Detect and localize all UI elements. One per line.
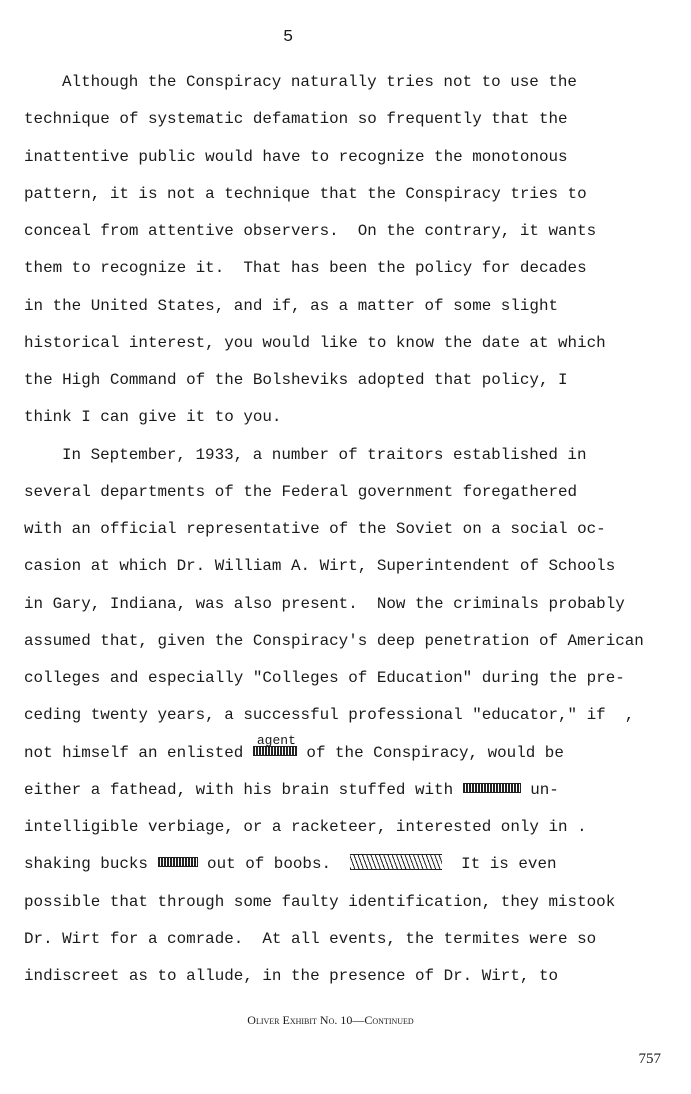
text-segment: un- <box>520 780 559 799</box>
text-line: with an official representative of the Soviet on a social oc- <box>24 520 606 538</box>
text-segment: not himself an enlisted <box>24 743 253 762</box>
text-segment: out of boobs. <box>197 855 351 874</box>
struck-out-word <box>253 732 297 762</box>
printed-page-number: 757 <box>638 1051 661 1067</box>
text-line: ceding twenty years, a successful professional "educator," if , <box>24 706 635 725</box>
text-line: in Gary, Indiana, was also present. Now the criminals probably <box>24 594 625 613</box>
text-segment: It is even <box>442 855 557 874</box>
text-line: think I can give it to you. <box>24 408 282 427</box>
text-line: several departments of the Federal government foregathered <box>24 482 578 501</box>
text-line: casion at which Dr. William A. Wirt, Superintendent of Schools <box>24 557 616 576</box>
text-segment: either a fathead, with his brain stuffed with <box>24 780 463 799</box>
text-line: Although the Conspiracy naturally tries not to use the <box>62 73 577 91</box>
text-line: assumed that, given the Conspiracy's deep penetration of American <box>24 631 644 650</box>
strikeout-mark <box>463 783 521 793</box>
typed-page-number: 5 <box>283 28 294 47</box>
struck-out-word <box>463 781 521 799</box>
exhibit-caption-text: Oliver Exhibit No. 10—Continued <box>247 1013 414 1027</box>
text-line: possible that through some faulty identification, they mistook <box>24 892 616 911</box>
struck-out-word <box>158 855 198 873</box>
text-line: in the United States, and if, as a matter of some slight <box>24 296 559 315</box>
text-line: indiscreet as to allude, in the presence of Dr. Wirt, to <box>24 967 559 985</box>
text-line: the High Command of the Bolsheviks adopted that policy, I <box>24 371 568 389</box>
text-line <box>24 732 564 763</box>
text-line: conceal from attentive observers. On the contrary, it wants <box>24 222 597 240</box>
text-line: them to recognize it. That has been the policy for decades <box>24 259 587 278</box>
text-segment: shaking bucks <box>24 855 158 874</box>
text-line: technique of systematic defamation so frequently that the <box>24 110 568 129</box>
text-line: pattern, it is not a technique that the Conspiracy tries to <box>24 184 587 203</box>
strikeout-mark <box>158 857 198 867</box>
exhibit-caption <box>0 1013 691 1028</box>
strikeout-mark <box>350 854 442 870</box>
text-segment: of the Conspiracy, would be <box>296 743 564 762</box>
text-line: Dr. Wirt for a comrade. At all events, the termites were so <box>24 929 597 948</box>
text-line <box>24 854 557 874</box>
text-line: inattentive public would have to recognize the monotonous <box>24 147 568 166</box>
text-line: colleges and especially "Colleges of Education" during the pre- <box>24 669 625 687</box>
text-line <box>24 780 559 800</box>
handwritten-insertion: agent <box>256 732 296 748</box>
struck-out-word <box>350 855 442 873</box>
text-line: historical interest, you would like to know the date at which <box>24 333 606 352</box>
text-line: In September, 1933, a number of traitors established in <box>62 445 587 464</box>
text-line: intelligible verbiage, or a racketeer, interested only in . <box>24 818 587 836</box>
